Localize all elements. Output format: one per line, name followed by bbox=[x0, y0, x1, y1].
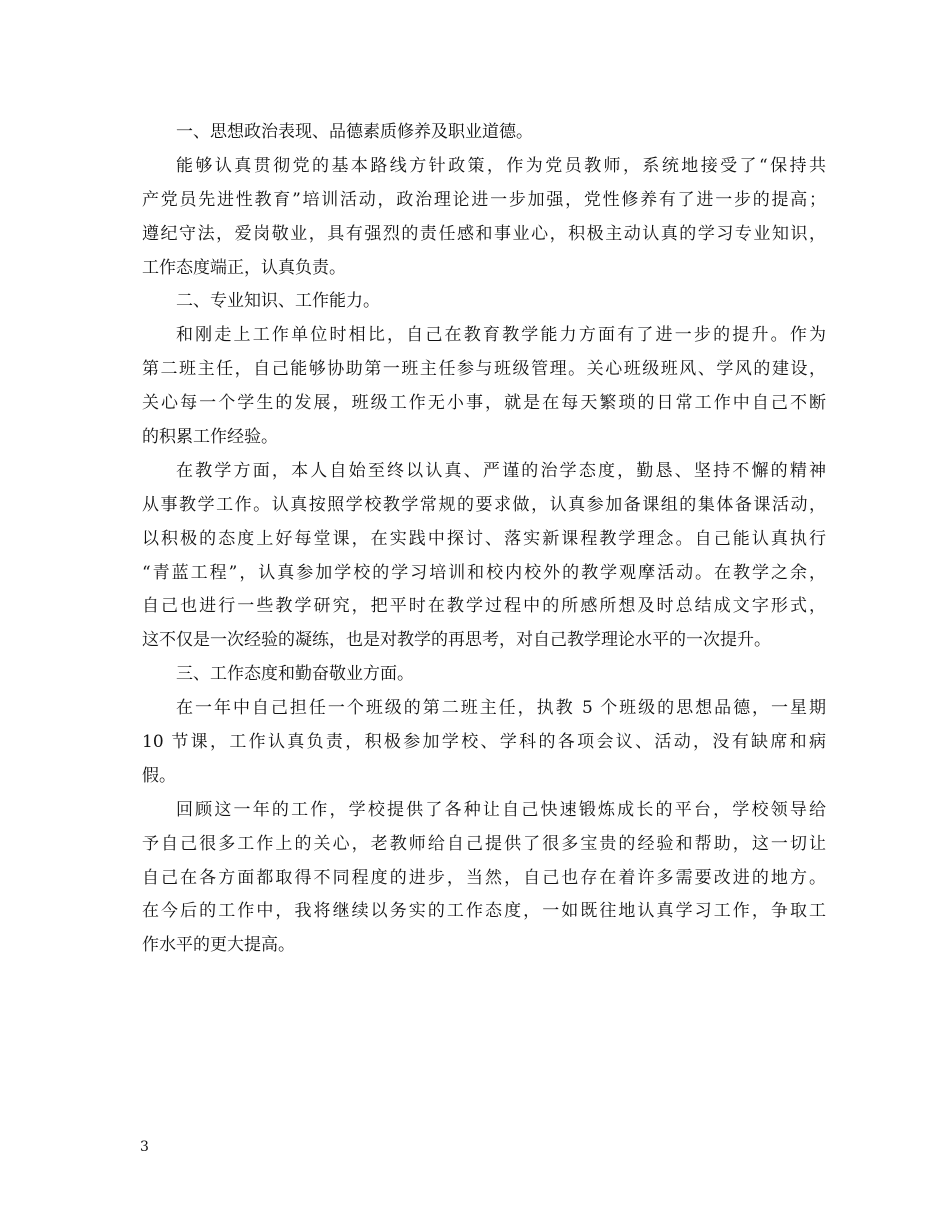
section-heading-2 bbox=[142, 285, 826, 319]
text-line: 回顾这一年的工作，学校提供了各种让自己快速锻炼成长的平台，学校领导给 bbox=[176, 799, 826, 820]
text-line: 在一年中自己担任一个班级的第二班主任，执教 5 个班级的思想品德，一星期 bbox=[176, 698, 826, 719]
document-body bbox=[142, 116, 826, 963]
text-line: 10 节课，工作认真负责，积极参加学校、学科的各项会议、活动，没有缺席和病 bbox=[142, 732, 826, 753]
text-line: 关心每一个学生的发展，班级工作无小事，就是在每天繁琐的日常工作中自己不断 bbox=[142, 393, 826, 414]
text-line: 遵纪守法，爱岗敬业，具有强烈的责任感和事业心，积极主动认真的学习专业知识， bbox=[142, 223, 826, 244]
text-line: 以积极的态度上好每堂课，在实践中探讨、落实新课程教学理念。自己能认真执行 bbox=[142, 528, 826, 549]
text-line: 作水平的更大提高。 bbox=[142, 935, 295, 956]
text-line: 第二班主任，自己能够协助第一班主任参与班级管理。关心班级班风、学风的建设， bbox=[142, 359, 826, 380]
text-line: 自己也进行一些教学研究，把平时在教学过程中的所感所想及时总结成文字形式， bbox=[142, 596, 826, 617]
text-line: 二、专业知识、工作能力。 bbox=[176, 291, 380, 312]
text-line: 自己在各方面都取得不同程度的进步，当然，自己也存在着许多需要改进的地方。 bbox=[142, 867, 826, 888]
text-line: 工作态度端正，认真负责。 bbox=[142, 257, 346, 278]
text-line: 从事教学工作。认真按照学校教学常规的要求做，认真参加备课组的集体备课活动， bbox=[142, 494, 826, 515]
text-line: 这不仅是一次经验的凝练，也是对教学的再思考，对自己教学理论水平的一次提升。 bbox=[142, 630, 771, 651]
text-line: 在教学方面，本人自始至终以认真、严谨的治学态度，勤恳、坚持不懈的精神 bbox=[176, 460, 826, 481]
paragraph-2 bbox=[142, 319, 826, 455]
text-line: 和刚走上工作单位时相比，自己在教育教学能力方面有了进一步的提升。作为 bbox=[176, 325, 826, 346]
text-line: 的积累工作经验。 bbox=[142, 427, 278, 448]
text-line: 产党员先进性教育”培训活动，政治理论进一步加强，党性修养有了进一步的提高； bbox=[142, 189, 826, 210]
text-line: 假。 bbox=[142, 765, 176, 786]
text-line: “青蓝工程”，认真参加学校的学习培训和校内校外的教学观摩活动。在教学之余， bbox=[142, 562, 826, 583]
section-heading-1 bbox=[142, 116, 826, 150]
text-line: 予自己很多工作上的关心，老教师给自己提供了很多宝贵的经验和帮助，这一切让 bbox=[142, 833, 826, 854]
text-line: 在今后的工作中，我将继续以务实的工作态度，一如既往地认真学习工作，争取工 bbox=[142, 901, 826, 922]
page-number: 3 bbox=[140, 1139, 149, 1155]
paragraph-5 bbox=[142, 794, 826, 963]
section-heading-3 bbox=[142, 658, 826, 692]
paragraph-1 bbox=[142, 150, 826, 286]
paragraph-3 bbox=[142, 455, 826, 658]
text-line: 能够认真贯彻党的基本路线方针政策，作为党员教师，系统地接受了“保持共 bbox=[176, 155, 826, 176]
text-line: 三、工作态度和勤奋敬业方面。 bbox=[176, 664, 414, 685]
text-line: 一、思想政治表现、品德素质修养及职业道德。 bbox=[176, 122, 533, 142]
paragraph-4 bbox=[142, 692, 826, 794]
